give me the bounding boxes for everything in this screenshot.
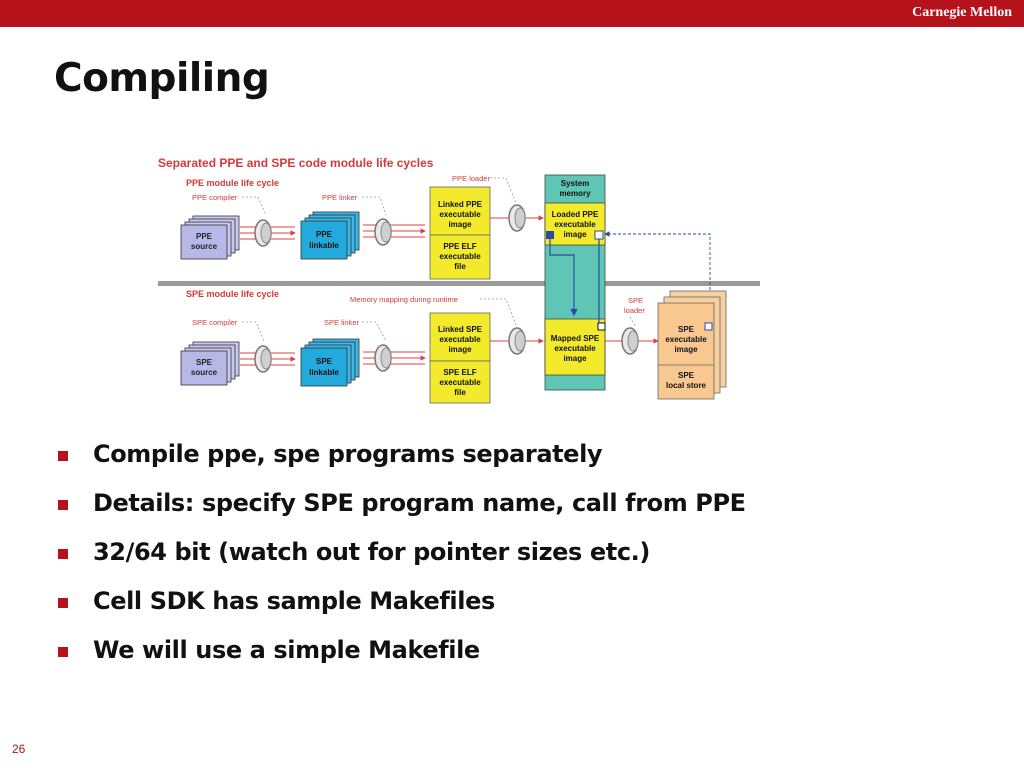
svg-text:SPE: SPE	[195, 358, 213, 367]
spe-linkable-stack	[301, 339, 359, 386]
svg-text:PPE ELF: PPE ELF	[443, 242, 477, 251]
section-divider	[158, 281, 760, 286]
memory-mapping-label: Memory mapping during runtime	[350, 295, 458, 304]
ppe-loader-label: PPE loader	[452, 174, 490, 183]
spe-local-store-stack	[658, 291, 726, 399]
spe-section-label: SPE module life cycle	[186, 289, 280, 299]
svg-text:SPE: SPE	[315, 357, 333, 366]
svg-text:Mapped SPE: Mapped SPE	[550, 334, 600, 343]
bullet-square-icon	[58, 647, 68, 657]
bullet-square-icon	[58, 598, 68, 608]
svg-text:linkable: linkable	[309, 241, 339, 250]
svg-text:Linked PPE: Linked PPE	[437, 200, 483, 209]
svg-text:executable: executable	[665, 335, 707, 344]
memory-mapping-gear-icon	[509, 328, 525, 354]
spe-compiler-gear-icon	[255, 346, 271, 372]
svg-text:Loaded PPE: Loaded PPE	[551, 210, 599, 219]
svg-text:image: image	[563, 354, 587, 363]
ppe-compiler-label: PPE compiler	[192, 193, 238, 202]
svg-text:SPE: SPE	[677, 325, 695, 334]
spe-loader-label-2: loader	[624, 306, 645, 315]
svg-text:Linked SPE: Linked SPE	[437, 325, 483, 334]
svg-text:PPE: PPE	[315, 230, 333, 239]
spe-linker-label: SPE linker	[324, 318, 360, 327]
diagram-title: Separated PPE and SPE code module life cycles	[158, 156, 434, 170]
ppe-source-stack	[181, 216, 239, 259]
svg-text:SPE: SPE	[677, 371, 695, 380]
page-number: 26	[12, 742, 26, 756]
bullet-square-icon	[58, 549, 68, 559]
svg-text:executable: executable	[554, 344, 596, 353]
svg-text:image: image	[563, 230, 587, 239]
svg-text:executable: executable	[554, 220, 596, 229]
spe-linker-gear-icon	[375, 345, 391, 371]
svg-text:linkable: linkable	[309, 368, 339, 377]
svg-text:source: source	[190, 368, 218, 377]
bullet-item: Details: specify SPE program name, call from PPE	[56, 481, 746, 530]
slide-title: Compiling	[54, 56, 270, 101]
compiler-gear-icon	[255, 220, 271, 246]
svg-text:executable: executable	[439, 335, 481, 344]
bullet-item: Compile ppe, spe programs separately	[56, 432, 746, 481]
ppe-elf-box	[430, 187, 490, 279]
ppe-linkable-stack	[301, 212, 359, 259]
bullet-item: 32/64 bit (watch out for pointer sizes etc.)	[56, 530, 746, 579]
svg-text:image: image	[448, 345, 472, 354]
svg-text:image: image	[674, 345, 698, 354]
svg-text:SPE ELF: SPE ELF	[443, 368, 477, 377]
bullet-list	[56, 432, 746, 677]
svg-text:image: image	[448, 220, 472, 229]
header-bar	[0, 0, 1024, 27]
bullet-square-icon	[58, 500, 68, 510]
svg-text:executable: executable	[439, 378, 481, 387]
bullet-square-icon	[58, 451, 68, 461]
spe-loader-gear-icon	[622, 328, 638, 354]
svg-text:file: file	[454, 262, 466, 271]
svg-text:System: System	[560, 179, 590, 188]
ppe-section-label: PPE module life cycle	[186, 178, 280, 188]
svg-text:local store: local store	[665, 381, 707, 390]
brand-label: Carnegie Mellon	[912, 5, 1012, 20]
lifecycle-diagram	[150, 145, 780, 410]
spe-compiler-label: SPE compiler	[192, 318, 238, 327]
bullet-item: Cell SDK has sample Makefiles	[56, 579, 746, 628]
system-memory-column	[545, 175, 605, 390]
ppe-linker-label: PPE linker	[322, 193, 358, 202]
svg-text:executable: executable	[439, 210, 481, 219]
spe-elf-box	[430, 313, 490, 403]
svg-text:file: file	[454, 388, 466, 397]
svg-text:PPE: PPE	[195, 232, 213, 241]
spe-loader-label-1: SPE	[628, 296, 644, 305]
spe-source-stack	[181, 342, 239, 385]
svg-text:executable: executable	[439, 252, 481, 261]
loader-gear-icon	[509, 205, 525, 231]
svg-text:source: source	[190, 242, 218, 251]
bullet-item: We will use a simple Makefile	[56, 628, 746, 677]
linker-gear-icon	[375, 219, 391, 245]
svg-text:memory: memory	[559, 189, 591, 198]
